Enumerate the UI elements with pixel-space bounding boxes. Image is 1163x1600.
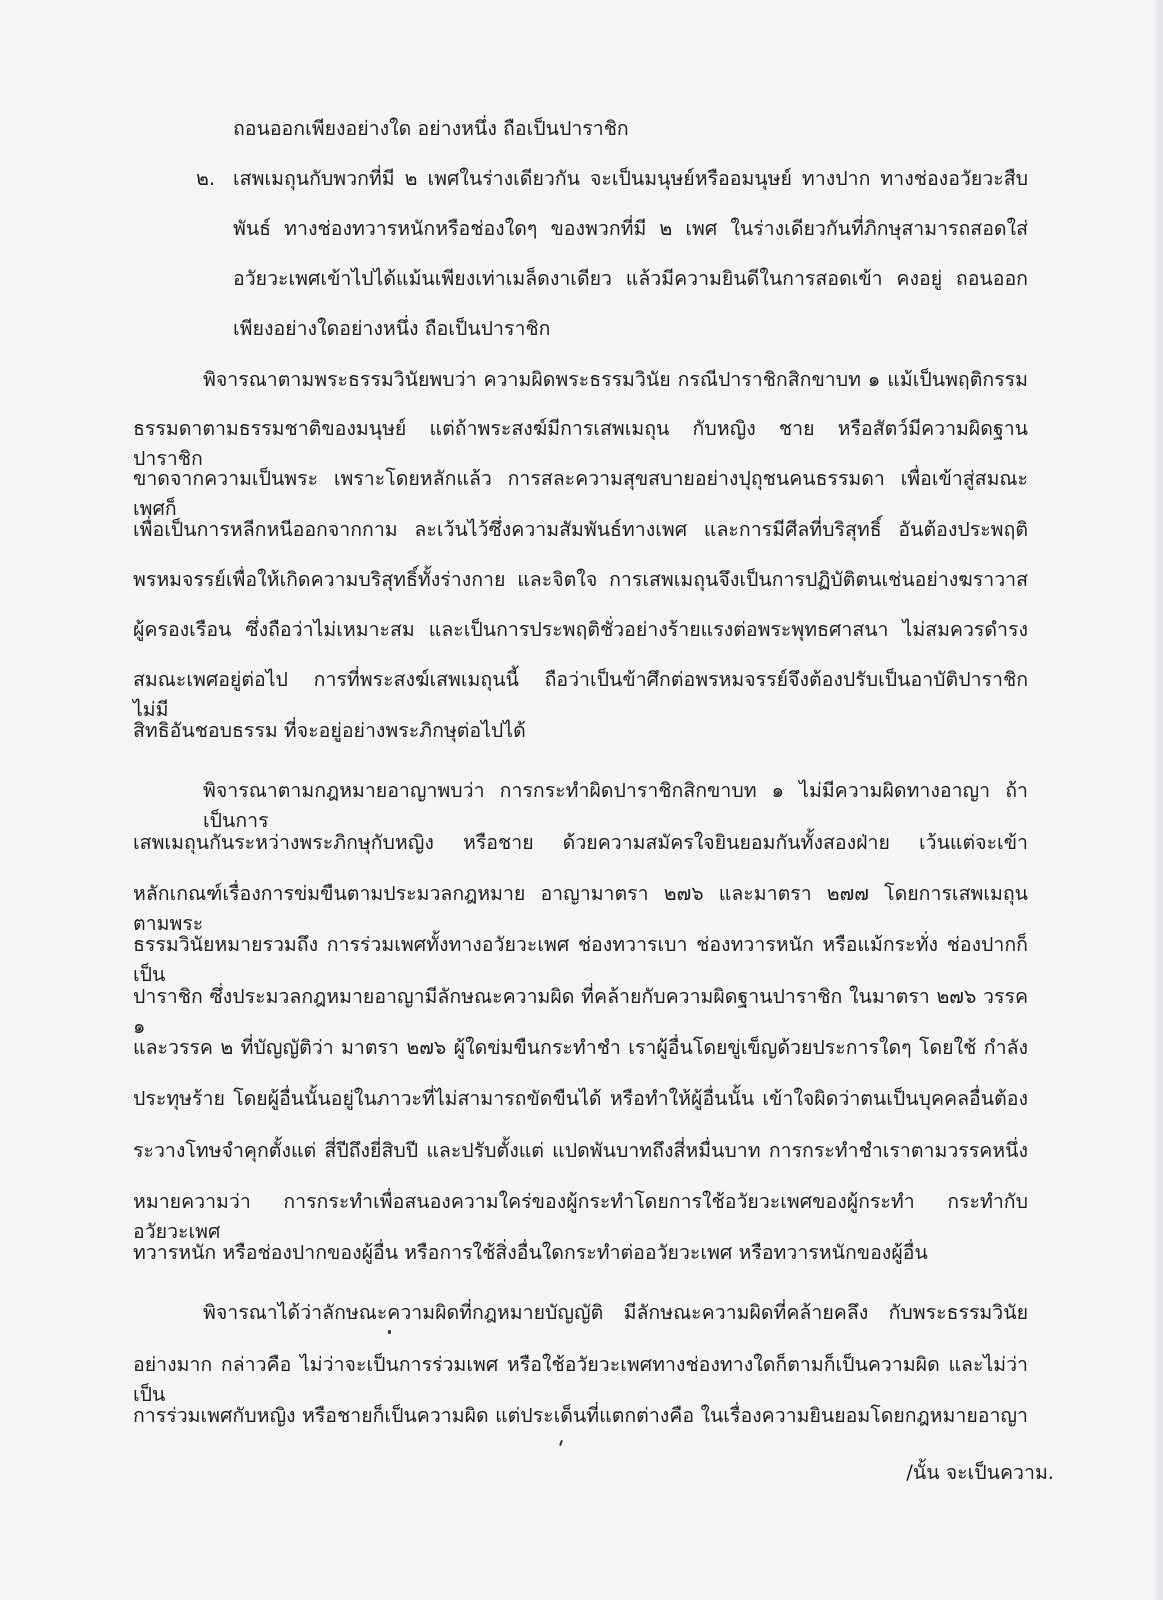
para-3-line-3: การร่วมเพศกับหญิง หรือชายก็เป็นความผิด แต่ประเด็นที่แตกต่างคือ ในเรื่องความยินยอมโดยกฎหมายอาญา [133, 1404, 1028, 1427]
para-2-line-1: พิจารณาตามกฎหมายอาญาพบว่า การกระทำผิดปาราชิกสิกขาบท ๑ ไม่มีความผิดทางอาญา ถ้าเป็นการ [203, 779, 1028, 832]
para-2-line-8: ระวางโทษจำคุกตั้งแต่ สี่ปีถึงยี่สิบปี และปรับตั้งแต่ แปดพันบาทถึงสี่หมื่นบาท การกระทำชำเราตามวรรคหนึ่ง [133, 1139, 1028, 1162]
para-1-line-2: ธรรมดาตามธรรมชาติของมนุษย์ แต่ถ้าพระสงฆ์มีการเสพเมถุน กับหญิง ชาย หรือสัตว์มีความผิดฐานปาราชิก [133, 417, 1028, 470]
para-3-line-2: อย่างมาก กล่าวคือ ไม่ว่าจะเป็นการร่วมเพศ หรือใช้อวัยวะเพศทางช่องทางใดก็ตามก็เป็นความผิด และไม่ว่าเป็น [133, 1353, 1028, 1406]
para-1-line-7: สมณะเพศอยู่ต่อไป การที่พระสงฆ์เสพเมถุนนี้ ถือว่าเป็นข้าศึกต่อพรหมจรรย์จึงต้องปรับเป็นอาบัติปาราชิก ไม่มี [133, 668, 1028, 721]
item-2-line-1: เสพเมถุนกับพวกที่มี ๒ เพศในร่างเดียวกัน จะเป็นมนุษย์หรืออมนุษย์ ทางปาก ทางช่องอวัยวะสืบ [233, 167, 1028, 190]
para-2-line-5: ปาราชิก ซึ่งประมวลกฎหมายอาญามีลักษณะความผิด ที่คล้ายกับความผิดฐานปาราชิก ในมาตรา ๒๗๖ วรรค ๑ [133, 985, 1028, 1038]
para-2-line-2: เสพเมถุนกันระหว่างพระภิกษุกับหญิง หรือชาย ด้วยความสมัครใจยินยอมกันทั้งสองฝ่าย เว้นแต่จะเข้า [133, 831, 1028, 854]
para-2-line-3: หลักเกณฑ์เรื่องการข่มขืนตามประมวลกฎหมาย อาญามาตรา ๒๗๖ และมาตรา ๒๗๗ โดยการเสพเมถุนตามพระ [133, 882, 1028, 935]
scan-speck [388, 1330, 391, 1334]
para-1-line-6: ผู้ครองเรือน ซึ่งถือว่าไม่เหมาะสม และเป็นการประพฤติชั่วอย่างร้ายแรงต่อพระพุทธศาสนา ไม่สมควรดำรง [133, 618, 1028, 641]
para-2-line-10: ทวารหนัก หรือช่องปากของผู้อื่น หรือการใช้สิ่งอื่นใดกระทำต่ออวัยวะเพศ หรือทวารหนักของผู้อื่น [133, 1241, 928, 1264]
page-edge-shadow [1153, 0, 1163, 1600]
para-2-line-6: และวรรค ๒ ที่บัญญัติว่า มาตรา ๒๗๖ ผู้ใดข่มขืนกระทำชำ เราผู้อื่นโดยขู่เข็ญด้วยประการใดๆ โดยใช้ กำลัง [133, 1036, 1028, 1059]
item-2-line-3: อวัยวะเพศเข้าไปได้แม้นเพียงเท่าเมล็ดงาเดียว แล้วมีความยินดีในการสอดเข้า คงอยู่ ถอนออก [233, 267, 1028, 290]
item-2-line-4: เพียงอย่างใดอย่างหนึ่ง ถือเป็นปาราชิก [233, 317, 551, 340]
item-2-number: ๒. [196, 167, 216, 190]
para-1-line-5: พรหมจรรย์เพื่อให้เกิดความบริสุทธิ์ทั้งร่างกาย และจิตใจ การเสพเมถุนจึงเป็นการปฏิบัติตนเช่นอย่างฆราวาส [133, 568, 1028, 591]
para-1-line-3: ขาดจากความเป็นพระ เพราะโดยหลักแล้ว การสละความสุขสบายอย่างปุถุชนคนธรรมดา เพื่อเข้าสู่สมณะเพศก็ [133, 467, 1028, 520]
para-1-line-8: สิทธิอันชอบธรรม ที่จะอยู่อย่างพระภิกษุต่อไปได้ [133, 719, 526, 742]
item-1-tail: ถอนออกเพียงอย่างใด อย่างหนึ่ง ถือเป็นปาราชิก [233, 117, 629, 140]
scan-speck [559, 1440, 563, 1446]
page-continuation: /นั้น จะเป็นความ. [906, 1461, 1054, 1484]
para-1-line-1: พิจารณาตามพระธรรมวินัยพบว่า ความผิดพระธรรมวินัย กรณีปาราชิกสิกขาบท ๑ แม้เป็นพฤติกรรม [203, 368, 1028, 391]
item-2-line-2: พันธ์ ทางช่องทวารหนักหรือช่องใดๆ ของพวกที่มี ๒ เพศ ในร่างเดียวกันที่ภิกษุสามารถสอดใส่ [233, 217, 1028, 240]
para-2-line-9: หมายความว่า การกระทำเพื่อสนองความใคร่ของผู้กระทำโดยการใช้อวัยวะเพศของผู้กระทำ กระทำกับอวัยวะเพศ [133, 1190, 1028, 1243]
para-1-line-4: เพื่อเป็นการหลีกหนีออกจากกาม ละเว้นไว้ซึ่งความสัมพันธ์ทางเพศ และการมีศีลที่บริสุทธิ์ อันต้องประพฤติ [133, 518, 1028, 541]
para-3-line-1: พิจารณาได้ว่าลักษณะความผิดที่กฎหมายบัญญัติ มีลักษณะความผิดที่คล้ายคลึง กับพระธรรมวินัย [203, 1301, 1028, 1324]
para-2-line-4: ธรรมวินัยหมายรวมถึง การร่วมเพศทั้งทางอวัยวะเพศ ช่องทวารเบา ช่องทวารหนัก หรือแม้กระทั่ง ช่องปากก็เป็น [133, 933, 1028, 986]
para-2-line-7: ประทุษร้าย โดยผู้อื่นนั้นอยู่ในภาวะที่ไม่สามารถขัดขืนได้ หรือทำให้ผู้อื่นนั้น เข้าใจผิดว่าตนเป็นบุคคลอื่นต้อง [133, 1087, 1028, 1110]
